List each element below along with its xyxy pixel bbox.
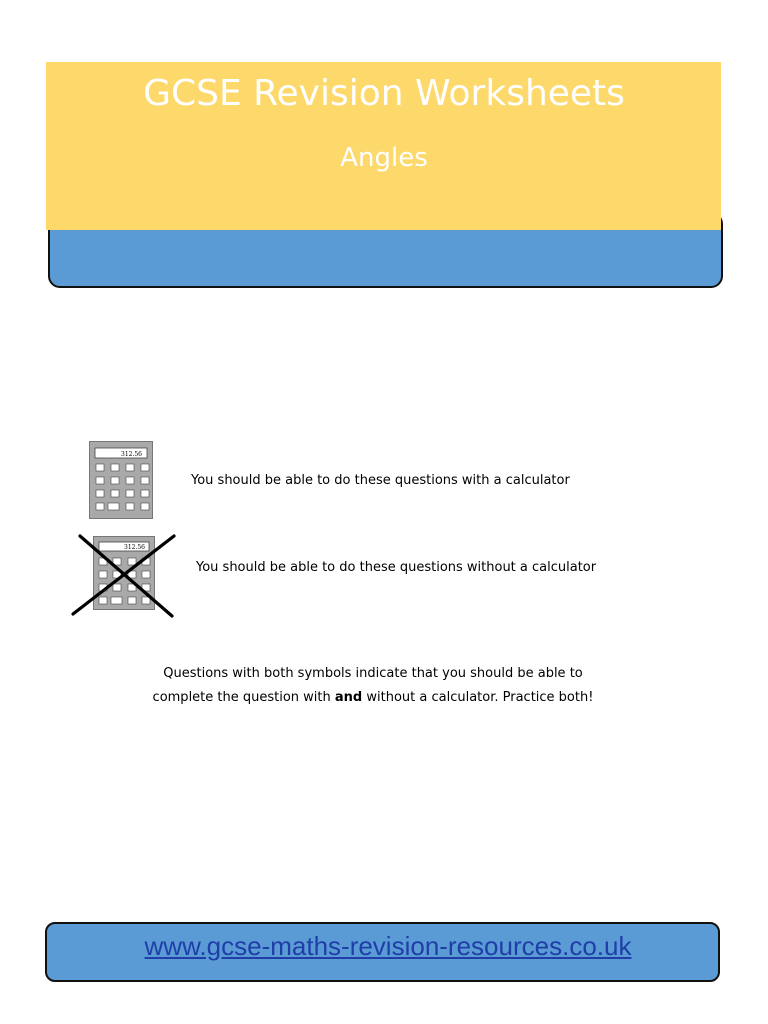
note-line-2 xyxy=(0,689,746,707)
note-emphasis: and xyxy=(334,690,363,705)
legend-without-calculator: You should be able to do these questions without a calculator xyxy=(196,560,597,575)
calculator-display-text: 312.56 xyxy=(121,451,142,458)
note-line-2-end: without a calculator. Practice both! xyxy=(362,690,594,705)
page-subtitle: Angles xyxy=(340,143,428,173)
calculator-icon xyxy=(89,441,153,523)
legend-with-calculator: You should be able to do these questions with a calculator xyxy=(191,473,570,488)
no-calculator-icon xyxy=(71,532,177,624)
note-line-1: Questions with both symbols indicate that you should be able to xyxy=(163,666,583,681)
page-title: GCSE Revision Worksheets xyxy=(143,73,625,114)
website-link[interactable]: www.gcse-maths-revision-resources.co.uk xyxy=(144,931,632,961)
calculator-display-text: 312.56 xyxy=(124,544,145,551)
note-line-2-start: complete the question with xyxy=(152,690,335,705)
